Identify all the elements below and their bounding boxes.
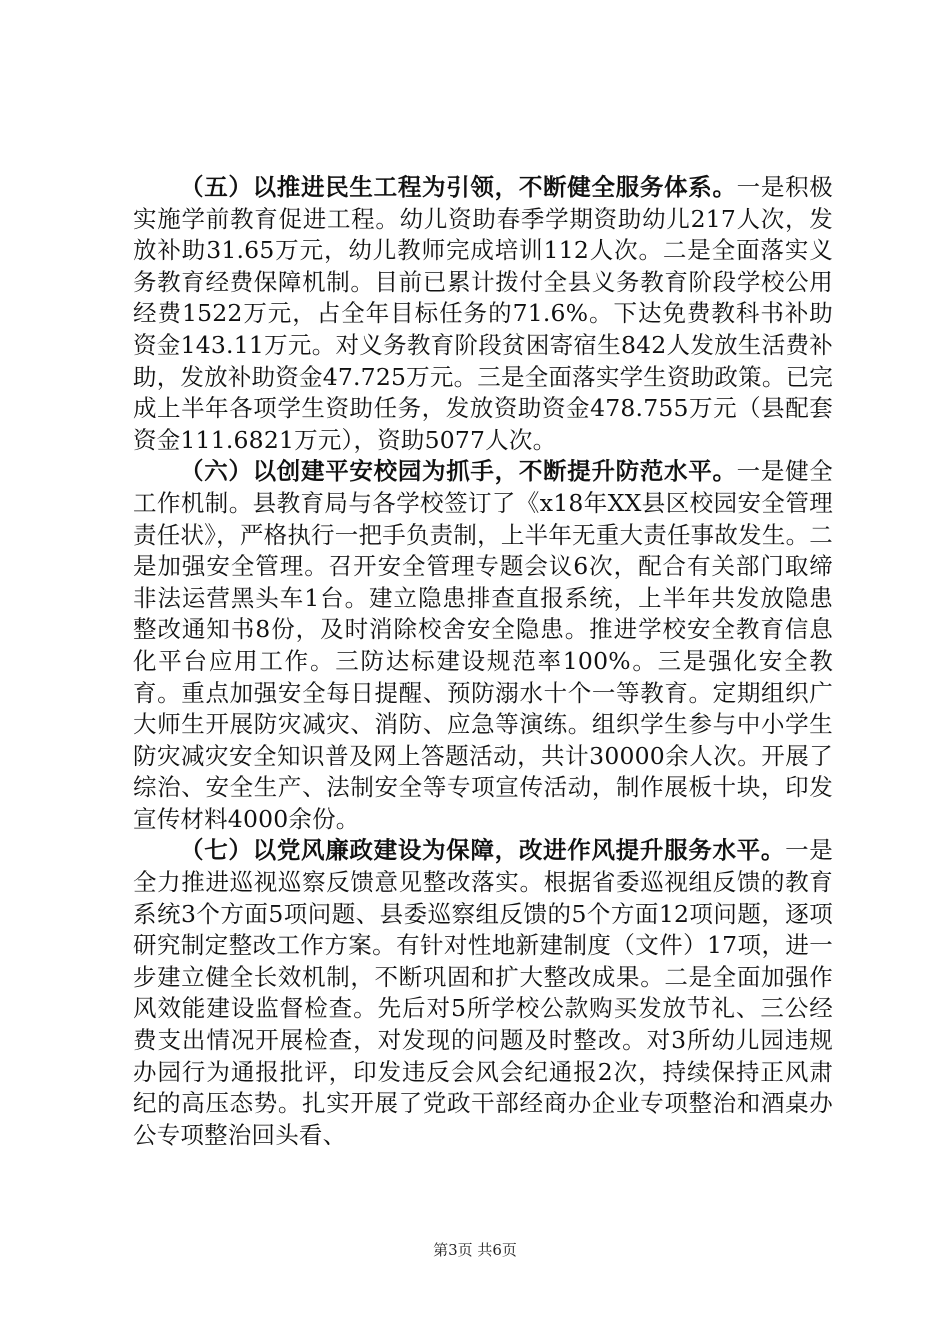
paragraph-7	[133, 835, 833, 1151]
paragraph-5-text: 一是积极实施学前教育促进工程。幼儿资助春季学期资助幼儿217人次，发放补助31.65万元，幼儿教师完成培训112人次。二是全面落实义务教育经费保障机制。目前已累计拨付全县义务教育阶段学校公用经费1522万元，占全年目标任务的71.6%。下达免费教科书补助资金143.11万元。对义务教育阶段贫困寄宿生842人发放生活费补助，发放补助资金47.725万元。三是全面落实学生资助政策。已完成上半年各项学生资助任务，发放资助资金478.755万元（县配套资金111.6821万元），资助5077人次。	[133, 173, 833, 454]
paragraph-7-text: 一是全力推进巡视巡察反馈意见整改落实。根据省委巡视组反馈的教育系统3个方面5项问题、县委巡察组反馈的5个方面12项问题，逐项研究制定整改工作方案。有针对性地新建制度（文件）17项，进一步建立健全长效机制，不断巩固和扩大整改成果。二是全面加强作风效能建设监督检查。先后对5所学校公款购买发放节礼、三公经费支出情况开展检查，对发现的问题及时整改。对3所幼儿园违规办园行为通报批评，印发违反会风会纪通报2次，持续保持正风肃纪的高压态势。扎实开展了党政干部经商办企业专项整治和酒桌办公专项整治回头看、	[133, 836, 833, 1149]
paragraph-5-heading: （五）以推进民生工程为引领，不断健全服务体系。	[180, 173, 737, 201]
paragraph-6	[133, 456, 833, 835]
paragraph-5	[133, 172, 833, 456]
document-body	[133, 172, 833, 1151]
page-footer	[0, 1240, 950, 1260]
page-number-label: 第3页 共6页	[433, 1241, 517, 1259]
paragraph-6-heading: （六）以创建平安校园为抓手，不断提升防范水平。	[180, 457, 737, 486]
paragraph-7-heading: （七）以党风廉政建设为保障，改进作风提升服务水平。	[180, 836, 786, 865]
paragraph-6-text: 一是健全工作机制。县教育局与各学校签订了《x18年XX县区校园安全管理责任状》，严格执行一把手负责制，上半年无重大责任事故发生。二是加强安全管理。召开安全管理专题会议6次，配合有关部门取缔非法运营黑头车1台。建立隐患排查直报系统，上半年共发放隐患整改通知书8份，及时消除校舍安全隐患。推进学校安全教育信息化平台应用工作。三防达标建设规范率100%。三是强化安全教育。重点加强安全每日提醒、预防溺水十个一等教育。定期组织广大师生开展防灾减灾、消防、应急等演练。组织学生参与中小学生防灾减灾安全知识普及网上答题活动，共计30000余人次。开展了综治、安全生产、法制安全等专项宣传活动，制作展板十块，印发宣传材料4000余份。	[133, 457, 833, 833]
